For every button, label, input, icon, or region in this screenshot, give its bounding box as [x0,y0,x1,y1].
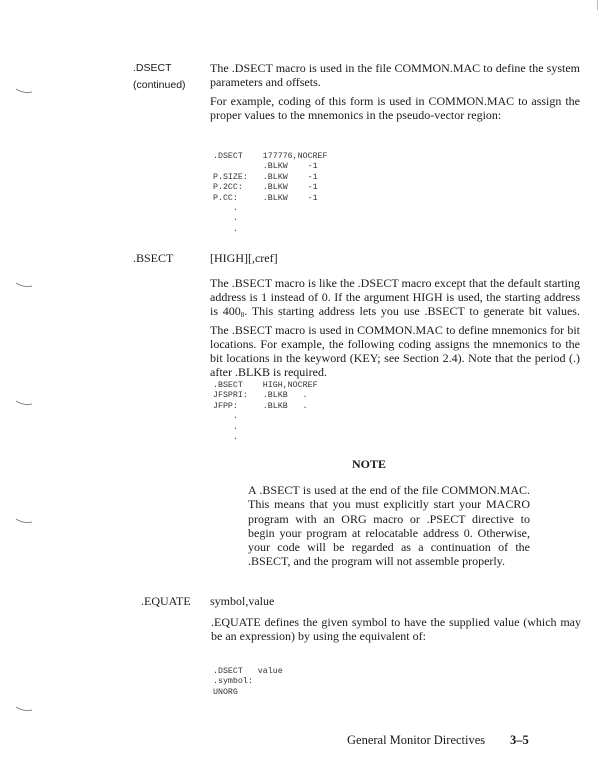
note-title: NOTE [352,457,387,471]
bsect-code-example: .BSECT HIGH,NOCREF JFSPRI: .BLKB . JFPP: .BLKB . . . . [213,381,318,443]
note-body: A .BSECT is used at the end of the file COMMON.MAC. This means that you must explicitly start your MACRO program with an ORG macro or .PSECT directive to begin your program at relocatable address 0. Otherwise, your code will be regarded as a continuation of the .BSECT, and the program will not assemble properly. [248,483,530,569]
dsect-label: .DSECT [133,62,172,74]
bsect-syntax: [HIGH][,cref] [210,251,278,265]
octal-subscript: 8 [240,311,245,320]
dsect-label-block [133,60,186,94]
dsect-continued-label: (continued) [133,79,186,91]
dsect-code-example: .DSECT 177776,NOCREF .BLKW -1 P.SIZE: .BLKW -1 P.2CC: .BLKW -1 P.CC: .BLKW -1 . . . [213,152,328,234]
bsect-label: .BSECT [133,251,174,265]
margin-mark [16,88,32,94]
margin-mark [16,400,32,406]
equate-syntax: symbol,value [210,594,275,608]
dsect-description: The .DSECT macro is used in the file COMMON.MAC to define the system parameters and offsets. [210,61,580,90]
bsect-description-a: The .BSECT macro is like the .DSECT macro except that the default starting address is 1 instead of 0. If the argument HIGH is used, the starting address is 400 [210,276,580,319]
dsect-example-intro: For example, coding of this form is used in COMMON.MAC to assign the proper values to the mnemonics in the pseudo-vector region: [210,94,580,123]
margin-mark [16,518,32,524]
equate-code-example: .DSECT value .symbol: UNORG [213,667,283,697]
equate-description: .EQUATE defines the given symbol to have the supplied value (which may be an expression) by using the equivalent of: [211,615,581,644]
equate-label: .EQUATE [141,594,191,608]
scan-edge-mark [597,0,598,10]
bsect-description [210,276,580,379]
page-number: 3–5 [510,733,529,747]
bsect-description-b: . This starting address lets you use .BSECT to generate bit values. The .BSECT macro is used in COMMON.MAC to define mnemonics for bit locations. For example, the following coding assigns the mnemonics to the bit locations in the keyword (KEY; see Section 2.4). Note that the period (.) after .BLKB is required. [210,304,580,380]
margin-mark [16,282,32,288]
margin-mark [16,706,32,712]
footer-section-title: General Monitor Directives [347,733,486,747]
